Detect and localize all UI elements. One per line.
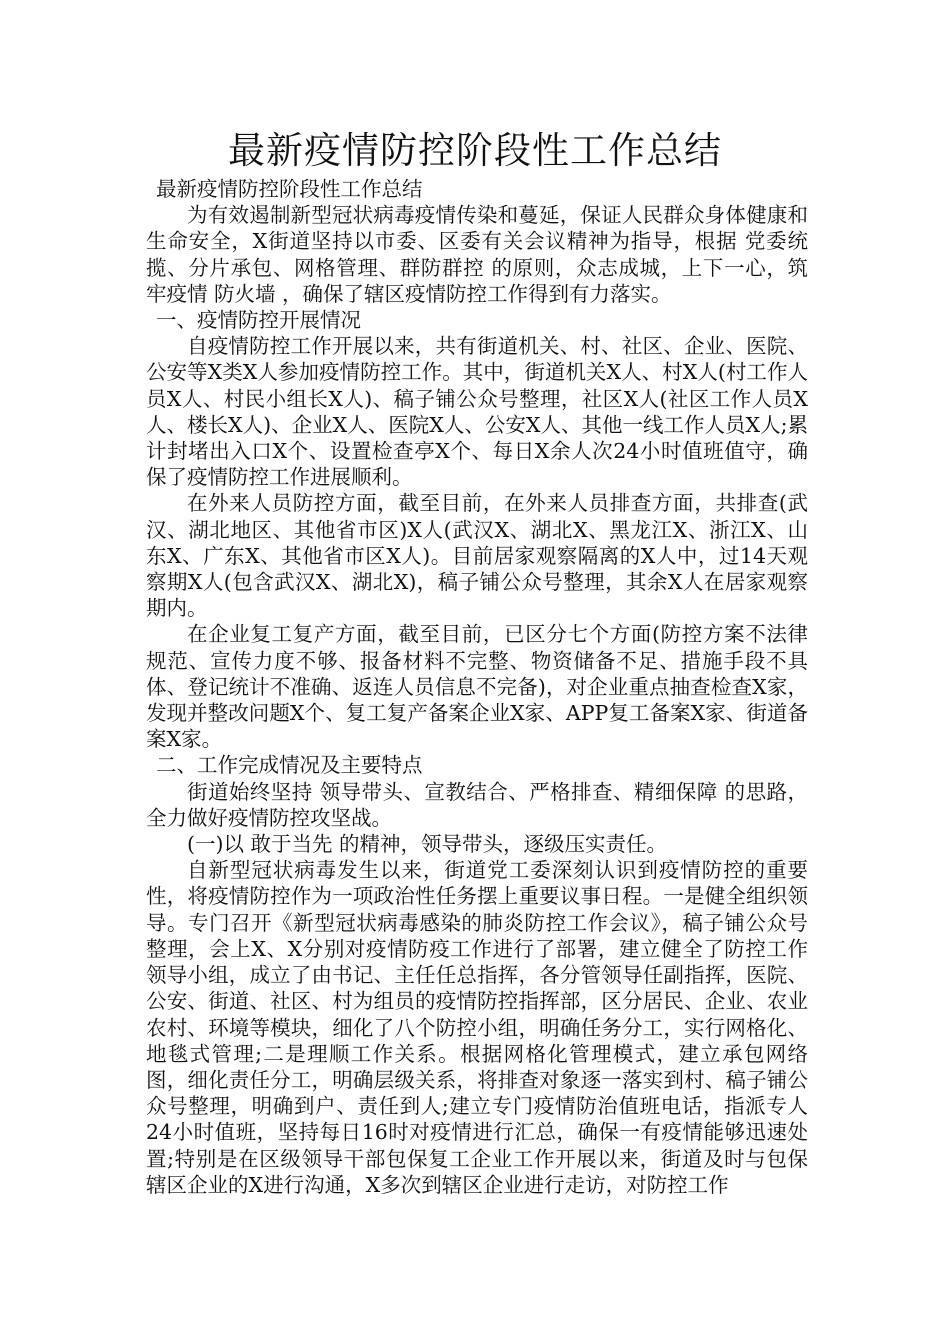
section-1-paragraph-2: 在外来人员防控方面，截至目前，在外来人员排查方面，共排查(武汉、湖北地区、其他省市区)X人(武汉X、湖北X、黑龙江X、浙江X、山东X、广东X、其他省市区X人)。目前居家观察隔离的X人中，过14天观察期X人(包含武汉X、湖北X)，稿子铺公众号整理，其余X人在居家观察期内。 [146, 491, 808, 621]
section-2-paragraph-1: 街道始终坚持 领导带头、宣教结合、严格排查、精细保障 的思路，全力做好疫情防控攻坚战。 [146, 779, 808, 830]
document-body [146, 176, 808, 1198]
section-1-paragraph-3: 在企业复工复产方面，截至目前，已区分七个方面(防控方案不法律规范、宣传力度不够、报备材料不完整、物资储备不足、措施手段不具体、登记统计不准确、返连人员信息不完备)，对企业重点抽查检查X家，发现并整改问题X个、复工复产备案企业X家、APP复工备案X家、街道备案X家。 [146, 622, 808, 752]
section-2-subheading: (一)以 敢于当先 的精神，领导带头，逐级压实责任。 [187, 832, 668, 857]
document-title: 最新疫情防控阶段性工作总结 [228, 129, 722, 172]
intro-paragraph: 为有效遏制新型冠状病毒疫情传染和蔓延，保证人民群众身体健康和生命安全，X街道坚持以市委、区委有关会议精神为指导，根据 党委统揽、分片承包、网格管理、群防群控 的原则，众志成城，上下一心，筑牢疫情 防火墙 ，确保了辖区疫情防控工作得到有力落实。 [146, 203, 808, 306]
section-2-paragraph-3: 自新型冠状病毒发生以来，街道党工委深刻认识到疫情防控的重要性，将疫情防控作为一项政治性任务摆上重要议事日程。一是健全组织领导。专门召开《新型冠状病毒感染的肺炎防控工作会议》，稿子铺公众号整理，会上X、X分别对疫情防疫工作进行了部署，建立健全了防控工作领导小组，成立了由书记、主任任总指挥，各分管领导任副指挥，医院、公安、街道、社区、村为组员的疫情防控指挥部，区分居民、企业、农业农村、环境等模块，细化了八个防控小组，明确任务分工，实行网格化、地毯式管理;二是理顺工作关系。根据网格化管理模式，建立承包网络图，细化责任分工，明确层级关系，将排查对象逐一落实到村、稿子铺公众号整理，明确到户、责任到人;建立专门疫情防治值班电话，指派专人24小时值班，坚持每日16时对疫情进行汇总，确保一有疫情能够迅速处置;特别是在区级领导干部包保复工企业工作开展以来，街道及时与包保辖区企业的X进行沟通，X多次到辖区企业进行走访，对防控工作 [146, 858, 808, 1197]
section-2-heading: 二、工作完成情况及主要特点 [156, 753, 423, 778]
section-1-paragraph-1: 自疫情防控工作开展以来，共有街道机关、村、社区、企业、医院、公安等X类X人参加疫情防控工作。其中，街道机关X人、村X人(村工作人员X人、村民小组长X人)、稿子铺公众号整理，社区X人(社区工作人员X人、楼长X人)、企业X人、医院X人、公安X人、其他一线工作人员X人;累计封堵出入口X个、设置检查亭X个、每日X余人次24小时值班值守，确保了疫情防控工作进展顺利。 [146, 334, 808, 490]
section-1-heading: 一、疫情防控开展情况 [156, 308, 361, 333]
document-subtitle: 最新疫情防控阶段性工作总结 [156, 177, 423, 201]
